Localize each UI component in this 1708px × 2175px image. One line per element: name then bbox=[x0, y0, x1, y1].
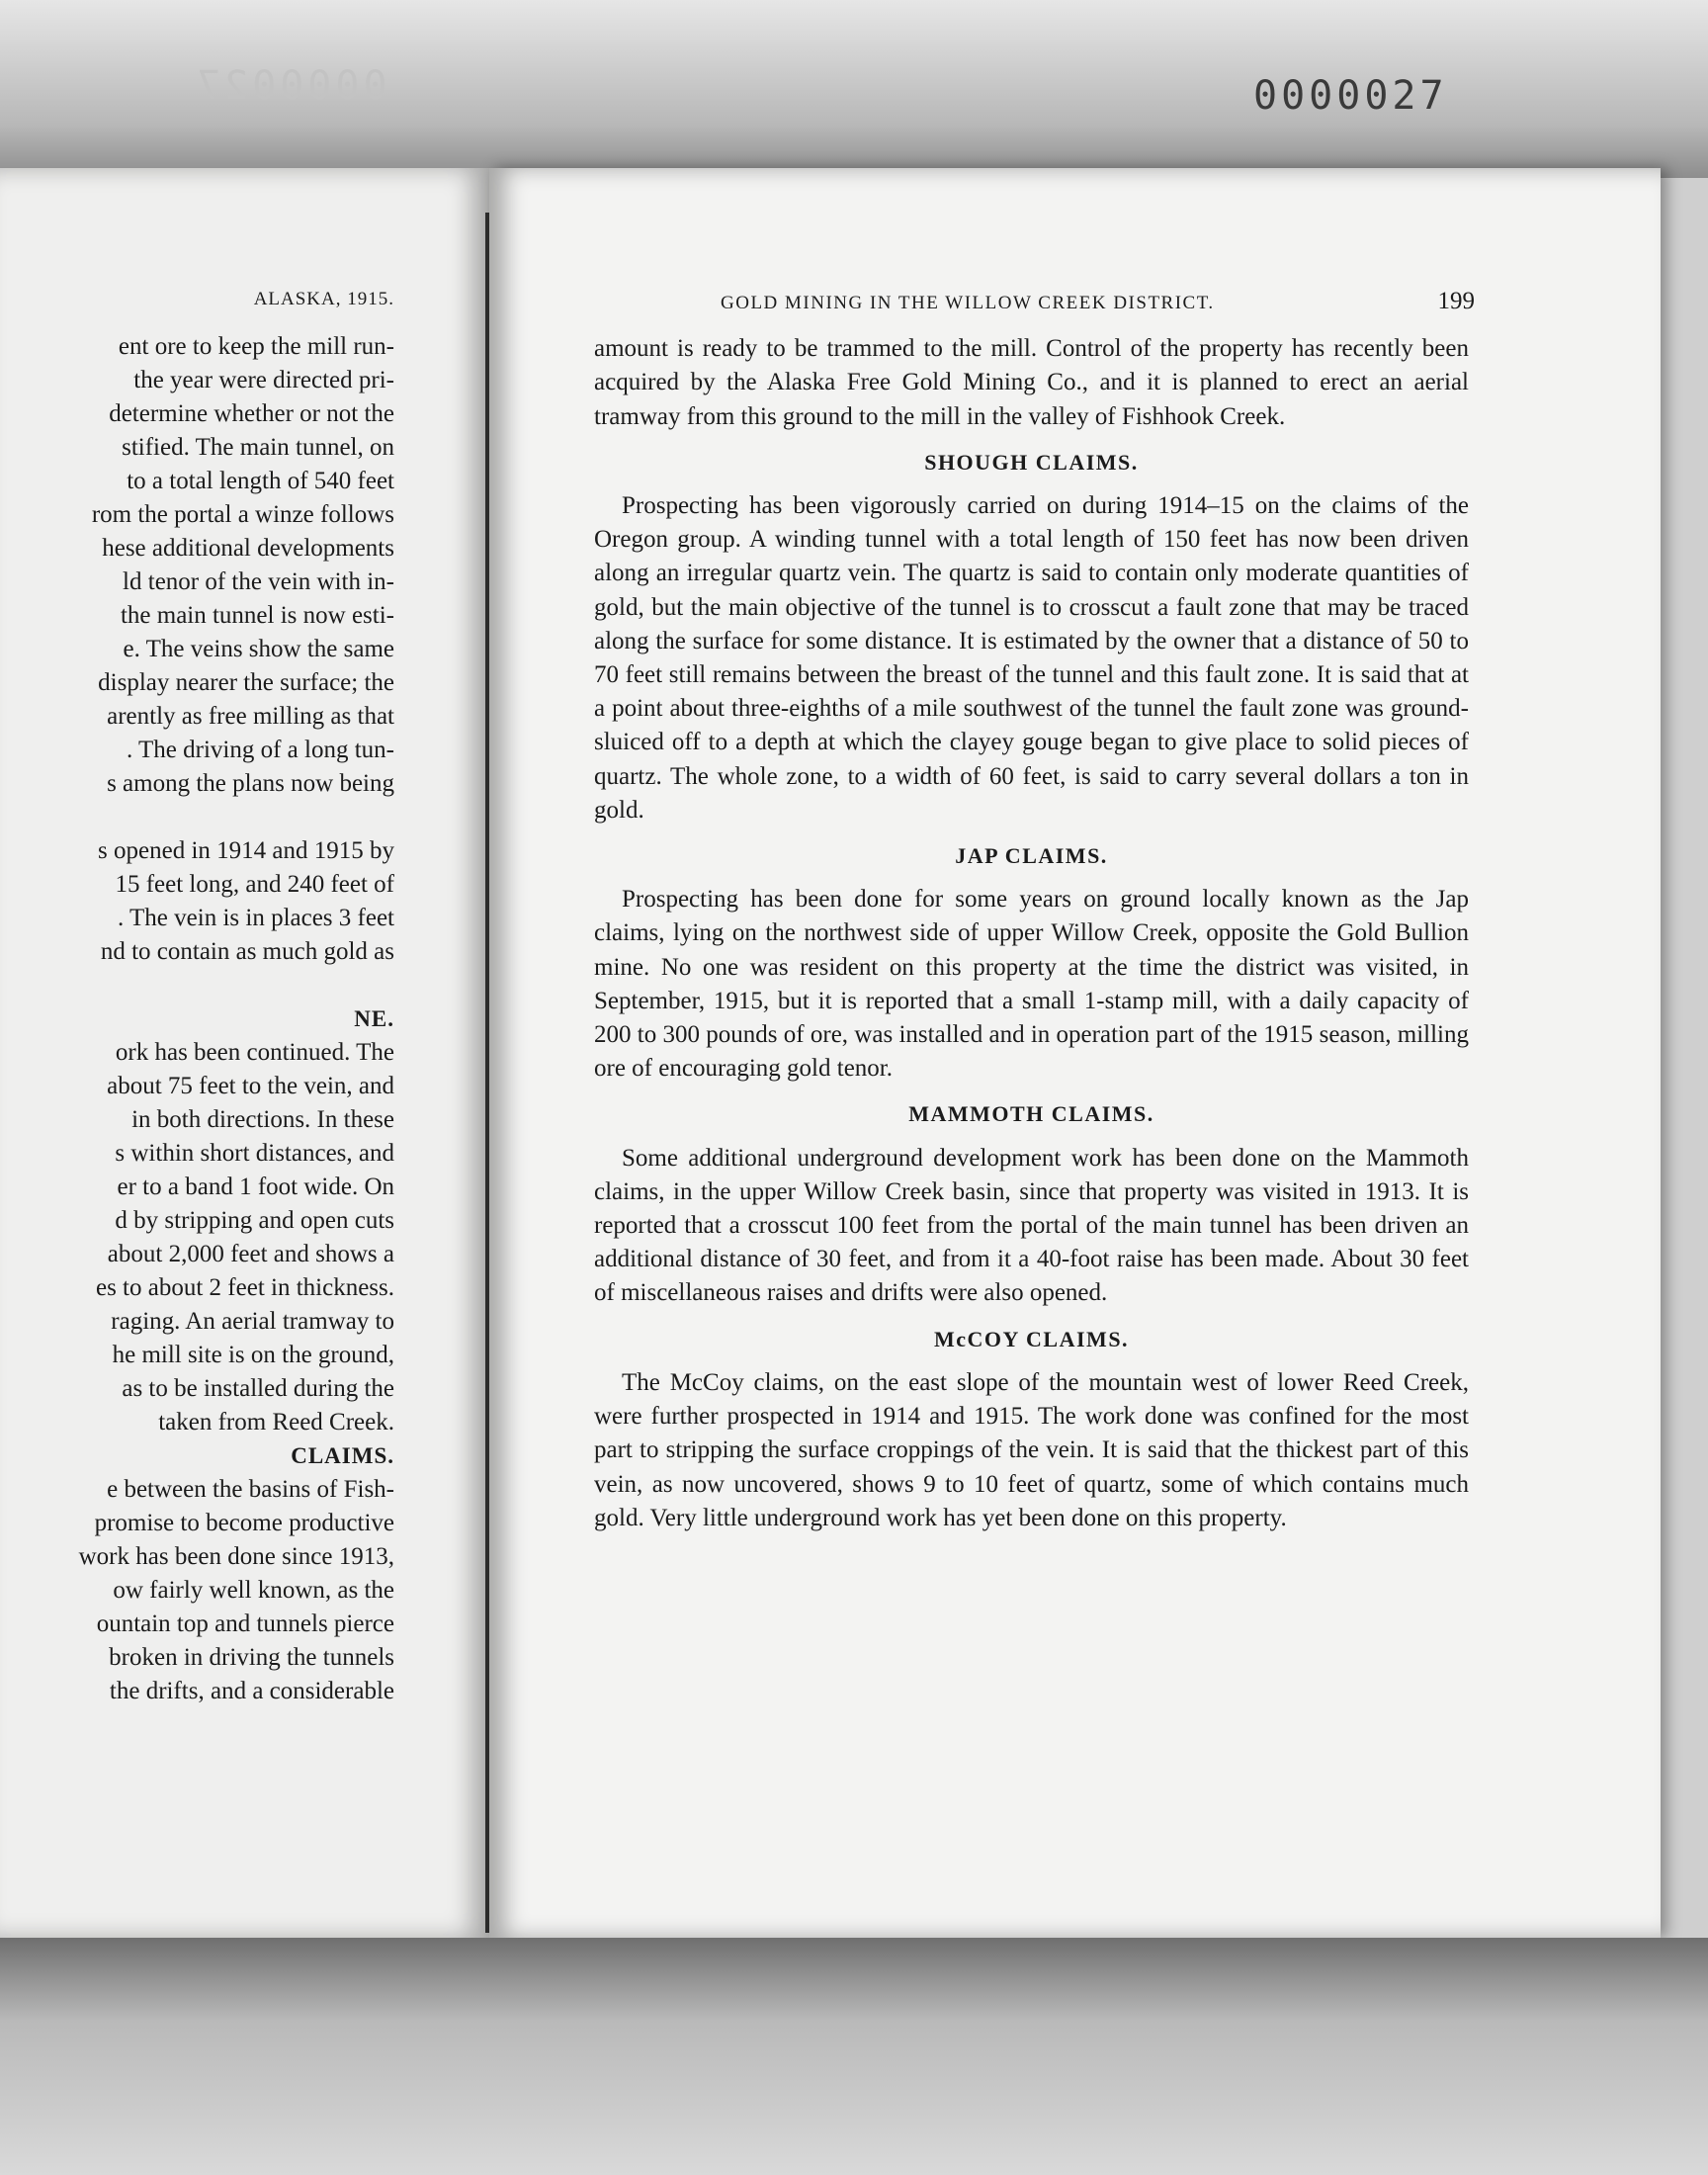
section-heading-shough: SHOUGH CLAIMS. bbox=[924, 449, 1139, 475]
left-text-line: ork has been continued. The bbox=[115, 1039, 394, 1066]
left-text-line: in both directions. In these bbox=[131, 1106, 394, 1133]
left-text-line: the main tunnel is now esti- bbox=[120, 602, 394, 629]
left-text-line: . The vein is in places 3 feet bbox=[117, 905, 394, 931]
section-text-jap: Prospecting has been done for some years on ground locally known as the Jap claims, lying on the northwest side of upper Willow Creek, opposite the Gold Bullion mine. No one was resident on this property at the time the district was visited, in September, 1915, but it is reported that a small 1-stamp mill, with a daily capacity of 200 to 300 pounds of ore, was installed and in operation part of the 1915 season, milling ore of encouraging gold tenor. bbox=[594, 886, 1469, 1083]
opening-paragraph: amount is ready to be trammed to the mill. Control of the property has recently been acquired by the Alaska Free Gold Mining Co., and it is planned to erect an aerial tramway from this ground to the mill in the valley of Fishhook Creek. bbox=[594, 335, 1469, 430]
left-text-line: nd to contain as much gold as bbox=[100, 938, 394, 965]
left-text-line: 15 feet long, and 240 feet of bbox=[115, 871, 394, 898]
book-spine bbox=[485, 213, 489, 1933]
left-text-line: the drifts, and a considerable bbox=[109, 1678, 394, 1704]
left-line-gap bbox=[0, 801, 394, 834]
left-text-line: ountain top and tunnels pierce bbox=[96, 1610, 394, 1637]
page-number: 199 bbox=[1437, 288, 1475, 314]
left-text-line: to a total length of 540 feet bbox=[127, 468, 394, 494]
left-line-gap bbox=[0, 969, 394, 1002]
left-text-line: d by stripping and open cuts bbox=[115, 1207, 394, 1234]
left-text-line: s opened in 1914 and 1915 by bbox=[98, 837, 394, 864]
left-running-head: ALASKA, 1915. bbox=[253, 289, 394, 309]
right-page-text bbox=[594, 285, 1475, 1535]
right-page bbox=[489, 168, 1661, 1938]
left-text-line: hese additional developments bbox=[102, 535, 394, 562]
document-stamp-number: 0000027 bbox=[1253, 73, 1448, 119]
bleed-through-stamp: 0000027 bbox=[193, 63, 387, 109]
left-text-line: . The driving of a long tun- bbox=[126, 737, 394, 763]
left-section-heading: CLAIMS. bbox=[291, 1443, 394, 1468]
scan-bottom-shadow bbox=[0, 1938, 1708, 2175]
left-text-line: display nearer the surface; the bbox=[98, 669, 394, 696]
section-heading-jap: JAP CLAIMS. bbox=[955, 843, 1108, 869]
left-page bbox=[0, 168, 489, 1938]
left-text-line: about 75 feet to the vein, and bbox=[107, 1073, 394, 1099]
left-text-line: er to a band 1 foot wide. On bbox=[117, 1174, 394, 1200]
left-text-line: e. The veins show the same bbox=[123, 636, 394, 662]
left-text-line: broken in driving the tunnels bbox=[109, 1644, 394, 1671]
section-text-shough: Prospecting has been vigorously carried on during 1914–15 on the claims of the Oregon group. A winding tunnel with a total length of 150 feet has now been driven along an irregular quartz vein. The quartz is said to contain only moderate quantities of gold, but the main objective of the tunnel is to crosscut a fault zone that may be traced along the surface for some distance. It is estimated by the owner that a distance of 50 to 70 feet still remains between the breast of the tunnel and this fault zone. It is said that at a point about three-eighths of a mile southwest of the tunnel the fault zone was ground-sluiced off to a depth at which the clayey gouge began to give place to solid pieces of quartz. The whole zone, to a width of 60 feet, is said to carry several dollars a ton in gold. bbox=[594, 492, 1469, 824]
left-text-line: s among the plans now being bbox=[107, 770, 394, 797]
left-text-line: rom the portal a winze follows bbox=[91, 501, 394, 528]
left-text-line: determine whether or not the bbox=[109, 400, 394, 427]
section-heading-mccoy: McCOY CLAIMS. bbox=[933, 1326, 1130, 1351]
left-section-heading: NE. bbox=[354, 1006, 394, 1031]
section-text-mammoth: Some additional underground development work has been done on the Mammoth claims, in the upper Willow Creek basin, since that property was visited in 1913. It is reported that a crosscut 100 feet from the portal of the main tunnel has been driven an additional distance of 30 feet, and from it a 40-foot raise has been made. About 30 feet of miscellaneous raises and drifts were also opened. bbox=[594, 1144, 1469, 1307]
left-text-line: ld tenor of the vein with in- bbox=[123, 568, 394, 595]
left-text-line: arently as free milling as that bbox=[107, 703, 394, 730]
left-text-line: work has been done since 1913, bbox=[78, 1543, 394, 1570]
section-heading-mammoth: MAMMOTH CLAIMS. bbox=[908, 1101, 1154, 1127]
left-text-line: es to about 2 feet in thickness. bbox=[95, 1274, 394, 1301]
running-title: GOLD MINING IN THE WILLOW CREEK DISTRICT. bbox=[721, 293, 1215, 313]
left-text-line: e between the basins of Fish- bbox=[107, 1476, 394, 1503]
left-text-line: the year were directed pri- bbox=[133, 367, 394, 393]
running-head bbox=[594, 285, 1475, 320]
left-page-text bbox=[0, 283, 394, 1708]
left-text-line: ow fairly well known, as the bbox=[113, 1577, 394, 1604]
left-text-line: about 2,000 feet and shows a bbox=[107, 1241, 394, 1267]
section-text-mccoy: The McCoy claims, on the east slope of the mountain west of lower Reed Creek, were further prospected in 1914 and 1915. The work done was confined for the most part to stripping the surface croppings of the vein. It is said that the thickest part of this vein, as now uncovered, shows 9 to 10 feet of quartz, some of which contains much gold. Very little underground work has yet been done on this property. bbox=[594, 1368, 1469, 1531]
left-text-line: as to be installed during the bbox=[122, 1375, 394, 1402]
left-text-line: promise to become productive bbox=[94, 1510, 394, 1536]
left-text-line: s within short distances, and bbox=[115, 1140, 394, 1167]
left-text-line: taken from Reed Creek. bbox=[158, 1409, 394, 1436]
left-text-line: stified. The main tunnel, on bbox=[122, 434, 394, 461]
left-text-line: ent ore to keep the mill run- bbox=[118, 333, 394, 360]
left-text-line: raging. An aerial tramway to bbox=[111, 1308, 394, 1335]
left-text-line: he mill site is on the ground, bbox=[112, 1342, 394, 1368]
